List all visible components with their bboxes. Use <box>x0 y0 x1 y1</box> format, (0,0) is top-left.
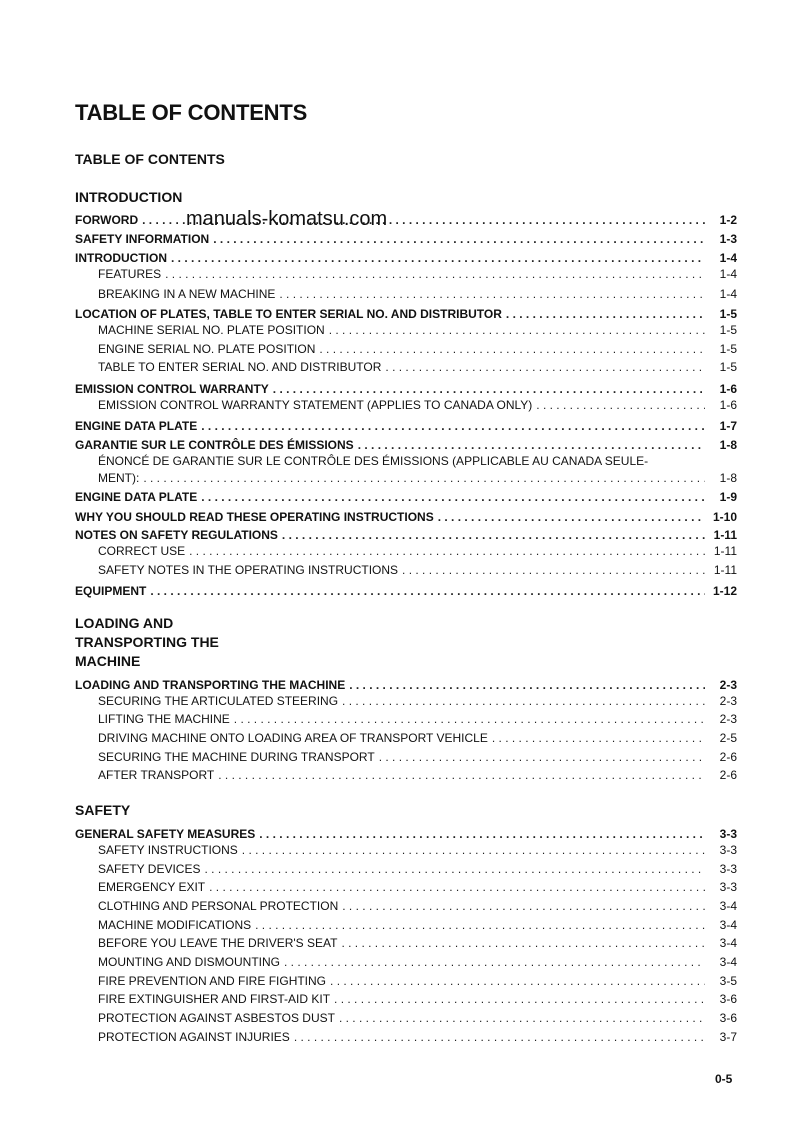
toc-entry-page: 3-7 <box>719 1030 737 1044</box>
toc-entry-page: 3-5 <box>719 974 737 988</box>
toc-entry[interactable] <box>75 437 737 453</box>
toc-entry-title: EMISSION CONTROL WARRANTY <box>75 382 269 396</box>
dot-leader <box>330 973 705 989</box>
section-heading-introduction: INTRODUCTION <box>75 189 183 205</box>
toc-entry[interactable] <box>75 826 737 842</box>
toc-entry-page: 1-6 <box>719 398 737 412</box>
toc-entry-title: GARANTIE SUR LE CONTRÔLE DES ÉMISSIONS <box>75 438 354 452</box>
dot-leader <box>349 677 705 693</box>
toc-entry-title: ENGINE DATA PLATE <box>75 490 198 504</box>
toc-entry-title: LOADING AND TRANSPORTING THE MACHINE <box>75 678 346 692</box>
toc-entry-title: MACHINE SERIAL NO. PLATE POSITION <box>98 323 325 337</box>
dot-leader <box>334 991 705 1007</box>
toc-entry-page: 3-6 <box>719 1011 737 1025</box>
dot-leader <box>242 842 705 858</box>
dot-leader <box>259 826 705 842</box>
toc-entry-page: 1-8 <box>719 438 737 452</box>
toc-entry-title: EMERGENCY EXIT <box>98 880 206 894</box>
toc-entry-page: 1-5 <box>719 342 737 356</box>
dot-leader <box>189 543 705 559</box>
toc-entry-page: 1-9 <box>719 490 737 504</box>
toc-entry-title: SAFETY DEVICES <box>98 862 201 876</box>
toc-entry-page: 1-5 <box>719 323 737 337</box>
dot-leader <box>218 767 705 783</box>
toc-entry-title: CORRECT USE <box>98 544 186 558</box>
toc-entry-title: WHY YOU SHOULD READ THESE OPERATING INSTRUCTIONS <box>75 510 434 524</box>
toc-entry-page: 2-5 <box>719 731 737 745</box>
dot-leader <box>385 359 705 375</box>
toc-entry[interactable] <box>75 677 737 693</box>
toc-subentry[interactable] <box>98 562 737 578</box>
toc-entry-page: 2-3 <box>719 694 737 708</box>
watermark: manuals-komatsu.com <box>186 208 388 230</box>
toc-subentry[interactable] <box>98 749 737 765</box>
dot-leader <box>201 489 705 505</box>
toc-entry-title: CLOTHING AND PERSONAL PROTECTION <box>98 899 339 913</box>
dot-leader <box>279 286 705 302</box>
toc-entry-page: 3-3 <box>719 862 737 876</box>
toc-subentry[interactable] <box>98 935 737 951</box>
toc-subentry[interactable] <box>98 898 737 914</box>
dot-leader <box>402 562 705 578</box>
dot-leader <box>339 1010 705 1026</box>
dot-leader <box>282 527 705 543</box>
toc-entry-title: MENT): <box>98 471 140 485</box>
toc-entry-title: SAFETY INFORMATION <box>75 232 210 246</box>
toc-entry[interactable] <box>75 306 737 322</box>
toc-subentry[interactable] <box>98 991 737 1007</box>
toc-entry-page: 1-5 <box>719 360 737 374</box>
toc-entry-page: 1-4 <box>719 287 737 301</box>
toc-entry-title: INTRODUCTION <box>75 251 167 265</box>
toc-subentry[interactable] <box>98 341 737 357</box>
toc-subentry[interactable] <box>98 711 737 727</box>
toc-entry-title: PROTECTION AGAINST INJURIES <box>98 1030 290 1044</box>
toc-subentry[interactable] <box>98 286 737 302</box>
toc-entry-title: BREAKING IN A NEW MACHINE <box>98 287 276 301</box>
toc-subtitle: TABLE OF CONTENTS <box>75 151 225 167</box>
toc-entry-title: NOTES ON SAFETY REGULATIONS <box>75 528 278 542</box>
dot-leader <box>255 917 705 933</box>
section-heading-loading <box>75 614 219 671</box>
section-heading-safety: SAFETY <box>75 802 131 818</box>
toc-entry-title: BEFORE YOU LEAVE THE DRIVER'S SEAT <box>98 936 338 950</box>
dot-leader <box>234 711 705 727</box>
toc-entry[interactable] <box>75 583 737 599</box>
dot-leader <box>143 470 705 486</box>
toc-subentry[interactable] <box>98 842 737 858</box>
toc-entry-title: SECURING THE ARTICULATED STEERING <box>98 694 339 708</box>
toc-subentry-wrapped-line: ÉNONCÉ DE GARANTIE SUR LE CONTRÔLE DES ÉMISSIONS (APPLICABLE AU CANADA SEULE- <box>98 454 649 468</box>
toc-entry-title: SECURING THE MACHINE DURING TRANSPORT <box>98 750 375 764</box>
toc-entry-page: 3-3 <box>719 880 737 894</box>
toc-entry-page: 1-2 <box>719 213 737 227</box>
toc-entry-page: 1-11 <box>713 563 737 577</box>
toc-entry-page: 1-8 <box>719 471 737 485</box>
toc-entry-page: 1-7 <box>719 419 737 433</box>
dot-leader <box>506 306 705 322</box>
toc-entry-title: SAFETY INSTRUCTIONS <box>98 843 238 857</box>
dot-leader <box>165 266 705 282</box>
dot-leader <box>294 1029 705 1045</box>
toc-entry[interactable] <box>75 231 737 247</box>
toc-subentry[interactable] <box>98 470 737 486</box>
dot-leader <box>150 583 705 599</box>
toc-entry-page: 3-4 <box>719 955 737 969</box>
dot-leader <box>201 418 705 434</box>
toc-subentry[interactable] <box>98 1029 737 1045</box>
toc-subentry[interactable] <box>98 397 737 413</box>
section-heading-line: TRANSPORTING THE <box>75 634 219 650</box>
toc-entry[interactable] <box>75 250 737 266</box>
toc-entry-page: 2-3 <box>719 712 737 726</box>
toc-subentry[interactable] <box>98 266 737 282</box>
toc-subentry[interactable] <box>98 973 737 989</box>
dot-leader <box>358 437 705 453</box>
toc-entry-page: 3-4 <box>719 899 737 913</box>
toc-entry-page: 1-12 <box>712 584 737 598</box>
toc-entry[interactable] <box>75 527 737 543</box>
toc-entry-page: 1-11 <box>713 528 737 542</box>
toc-entry-title: EQUIPMENT <box>75 584 147 598</box>
dot-leader <box>342 693 705 709</box>
dot-leader <box>438 509 705 525</box>
toc-entry-page: 2-3 <box>719 678 737 692</box>
toc-entry-page: 2-6 <box>719 768 737 782</box>
toc-subentry[interactable] <box>98 861 737 877</box>
dot-leader <box>209 879 705 895</box>
toc-entry-title: ENGINE DATA PLATE <box>75 419 198 433</box>
toc-entry-page: 1-3 <box>719 232 737 246</box>
toc-subentry[interactable] <box>98 693 737 709</box>
toc-entry-title: FIRE EXTINGUISHER AND FIRST-AID KIT <box>98 992 331 1006</box>
dot-leader <box>273 381 705 397</box>
toc-subentry[interactable] <box>98 730 737 746</box>
toc-entry[interactable] <box>75 509 737 525</box>
toc-entry[interactable] <box>75 381 737 397</box>
toc-entry-page: 3-4 <box>719 936 737 950</box>
toc-entry-title: LIFTING THE MACHINE <box>98 712 230 726</box>
dot-leader <box>319 341 705 357</box>
toc-subentry[interactable] <box>98 359 737 375</box>
toc-entry-title: SAFETY NOTES IN THE OPERATING INSTRUCTIONS <box>98 563 399 577</box>
toc-entry-page: 3-6 <box>719 992 737 1006</box>
dot-leader <box>342 898 705 914</box>
toc-entry-title: ENGINE SERIAL NO. PLATE POSITION <box>98 342 316 356</box>
toc-entry-title: TABLE TO ENTER SERIAL NO. AND DISTRIBUTOR <box>98 360 382 374</box>
dot-leader <box>171 250 705 266</box>
toc-entry-title: EMISSION CONTROL WARRANTY STATEMENT (APPLIES TO CANADA ONLY) <box>98 398 533 412</box>
toc-entry-title: LOCATION OF PLATES, TABLE TO ENTER SERIAL NO. AND DISTRIBUTOR <box>75 307 502 321</box>
page-number: 0-5 <box>715 1072 733 1086</box>
dot-leader <box>204 861 705 877</box>
dot-leader <box>379 749 705 765</box>
toc-entry-title: PROTECTION AGAINST ASBESTOS DUST <box>98 1011 335 1025</box>
toc-entry[interactable] <box>75 212 737 228</box>
toc-subentry[interactable] <box>98 767 737 783</box>
toc-subentry[interactable] <box>98 954 737 970</box>
dot-leader <box>492 730 705 746</box>
toc-entry-page: 1-6 <box>719 382 737 396</box>
toc-entry[interactable] <box>75 489 737 505</box>
toc-subentry[interactable] <box>98 879 737 895</box>
toc-entry-page: 1-4 <box>719 251 737 265</box>
dot-leader <box>536 397 705 413</box>
dot-leader <box>213 231 705 247</box>
toc-subentry[interactable] <box>98 1010 737 1026</box>
toc-entry-title: DRIVING MACHINE ONTO LOADING AREA OF TRANSPORT VEHICLE <box>98 731 488 745</box>
toc-entry-page: 1-10 <box>712 510 737 524</box>
toc-subentry[interactable] <box>98 917 737 933</box>
toc-entry-page: 3-3 <box>719 843 737 857</box>
toc-entry-title: MOUNTING AND DISMOUNTING <box>98 955 280 969</box>
dot-leader <box>329 322 705 338</box>
page-title: TABLE OF CONTENTS <box>75 100 308 125</box>
toc-entry-page: 1-5 <box>719 307 737 321</box>
section-heading-line: LOADING AND <box>75 615 174 631</box>
toc-subentry[interactable] <box>98 322 737 338</box>
toc-entry-title: AFTER TRANSPORT <box>98 768 215 782</box>
toc-entry-title: FIRE PREVENTION AND FIRE FIGHTING <box>98 974 327 988</box>
section-heading-line: MACHINE <box>75 653 141 669</box>
dot-leader <box>284 954 705 970</box>
toc-entry-page: 2-6 <box>719 750 737 764</box>
toc-entry-page: 1-11 <box>713 544 737 558</box>
toc-entry-title: FORWORD <box>75 213 139 227</box>
dot-leader <box>341 935 705 951</box>
toc-entry-title: GENERAL SAFETY MEASURES <box>75 827 256 841</box>
toc-entry-title: MACHINE MODIFICATIONS <box>98 918 252 932</box>
toc-entry[interactable] <box>75 418 737 434</box>
toc-entry-page: 3-3 <box>719 827 737 841</box>
toc-entry-page: 1-4 <box>719 267 737 281</box>
toc-subentry[interactable] <box>98 543 737 559</box>
toc-entry-page: 3-4 <box>719 918 737 932</box>
toc-entry-title: FEATURES <box>98 267 162 281</box>
